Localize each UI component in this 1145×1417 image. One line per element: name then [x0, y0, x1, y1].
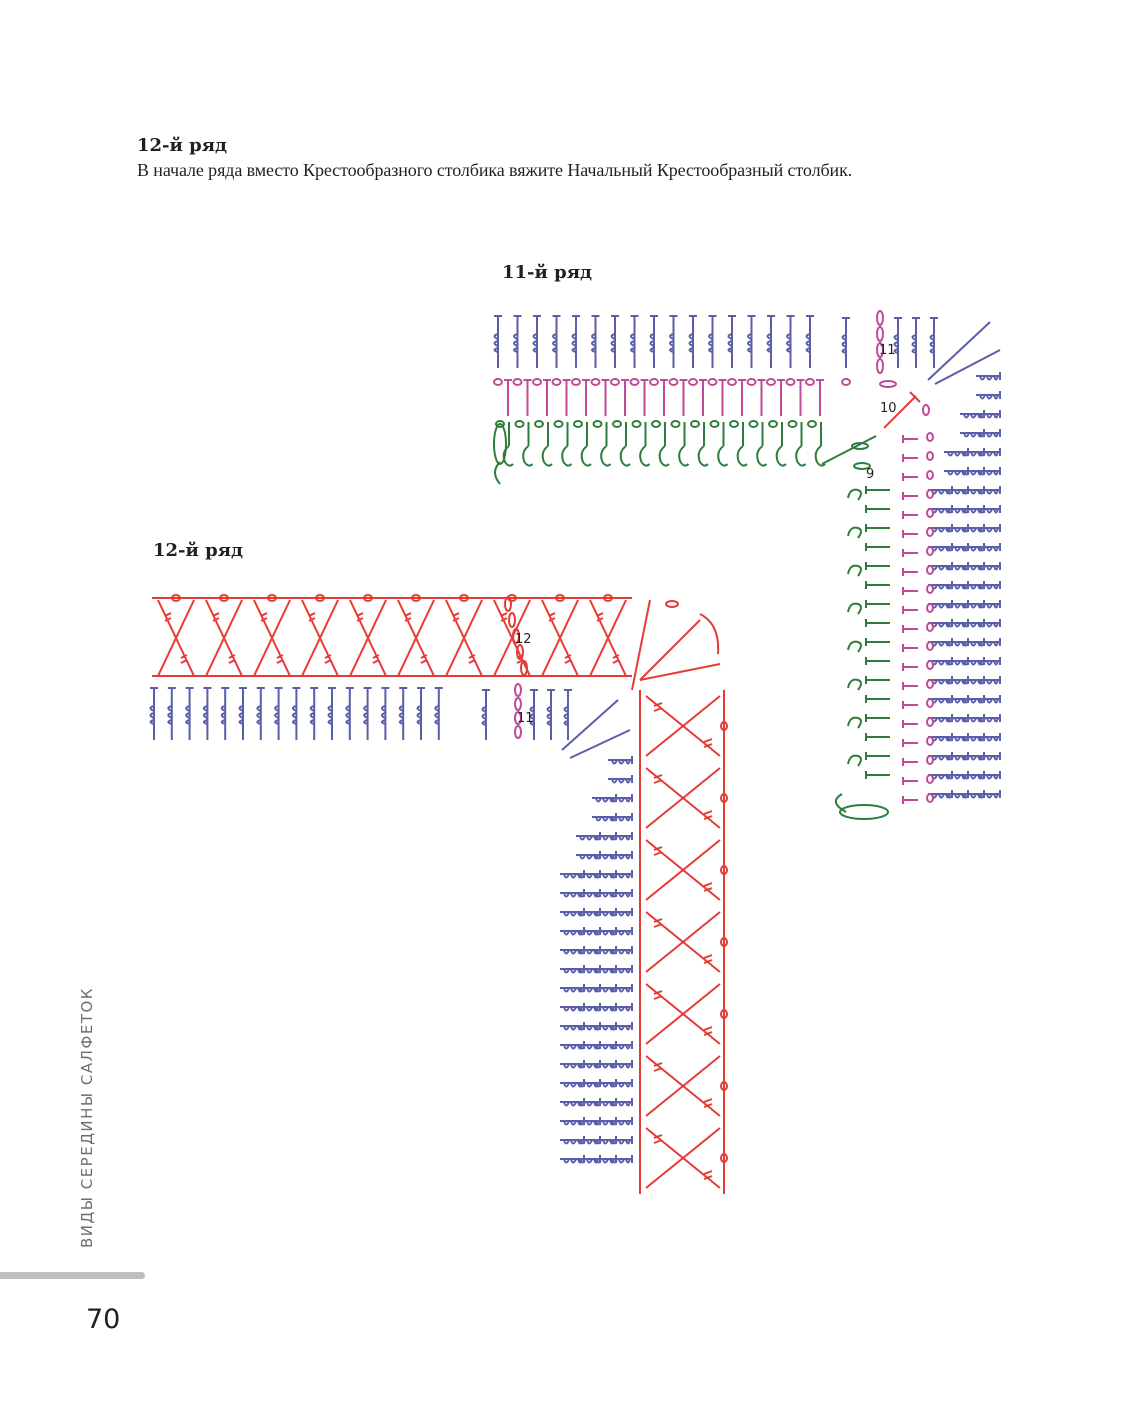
page-number: 70 [86, 1304, 121, 1335]
row-marker-9: 9 [866, 467, 875, 482]
row-marker-10: 10 [880, 401, 897, 416]
cross-stitches-row12 [152, 392, 920, 1194]
diagram-label-row11: 11-й ряд [502, 262, 593, 283]
row-marker-11: 11 [879, 343, 896, 358]
row9-stitches [494, 421, 890, 819]
chain-stitches-row10 [494, 311, 933, 804]
section-heading: 12-й ряд [137, 135, 228, 156]
diagram-label-row12: 12-й ряд [153, 540, 244, 561]
side-caption: ВИДЫ СЕРЕДИНЫ САЛФЕТОК [78, 987, 96, 1248]
double-crochet-stitches [150, 316, 1000, 1163]
row-marker-12: 12 [515, 632, 532, 647]
instruction-text: В начале ряда вместо Крестообразного столбика вяжите Начальный Крестообразный столбик. [137, 160, 853, 180]
page-bar [0, 1272, 145, 1279]
row-marker-11-lower: 11 [517, 711, 534, 726]
